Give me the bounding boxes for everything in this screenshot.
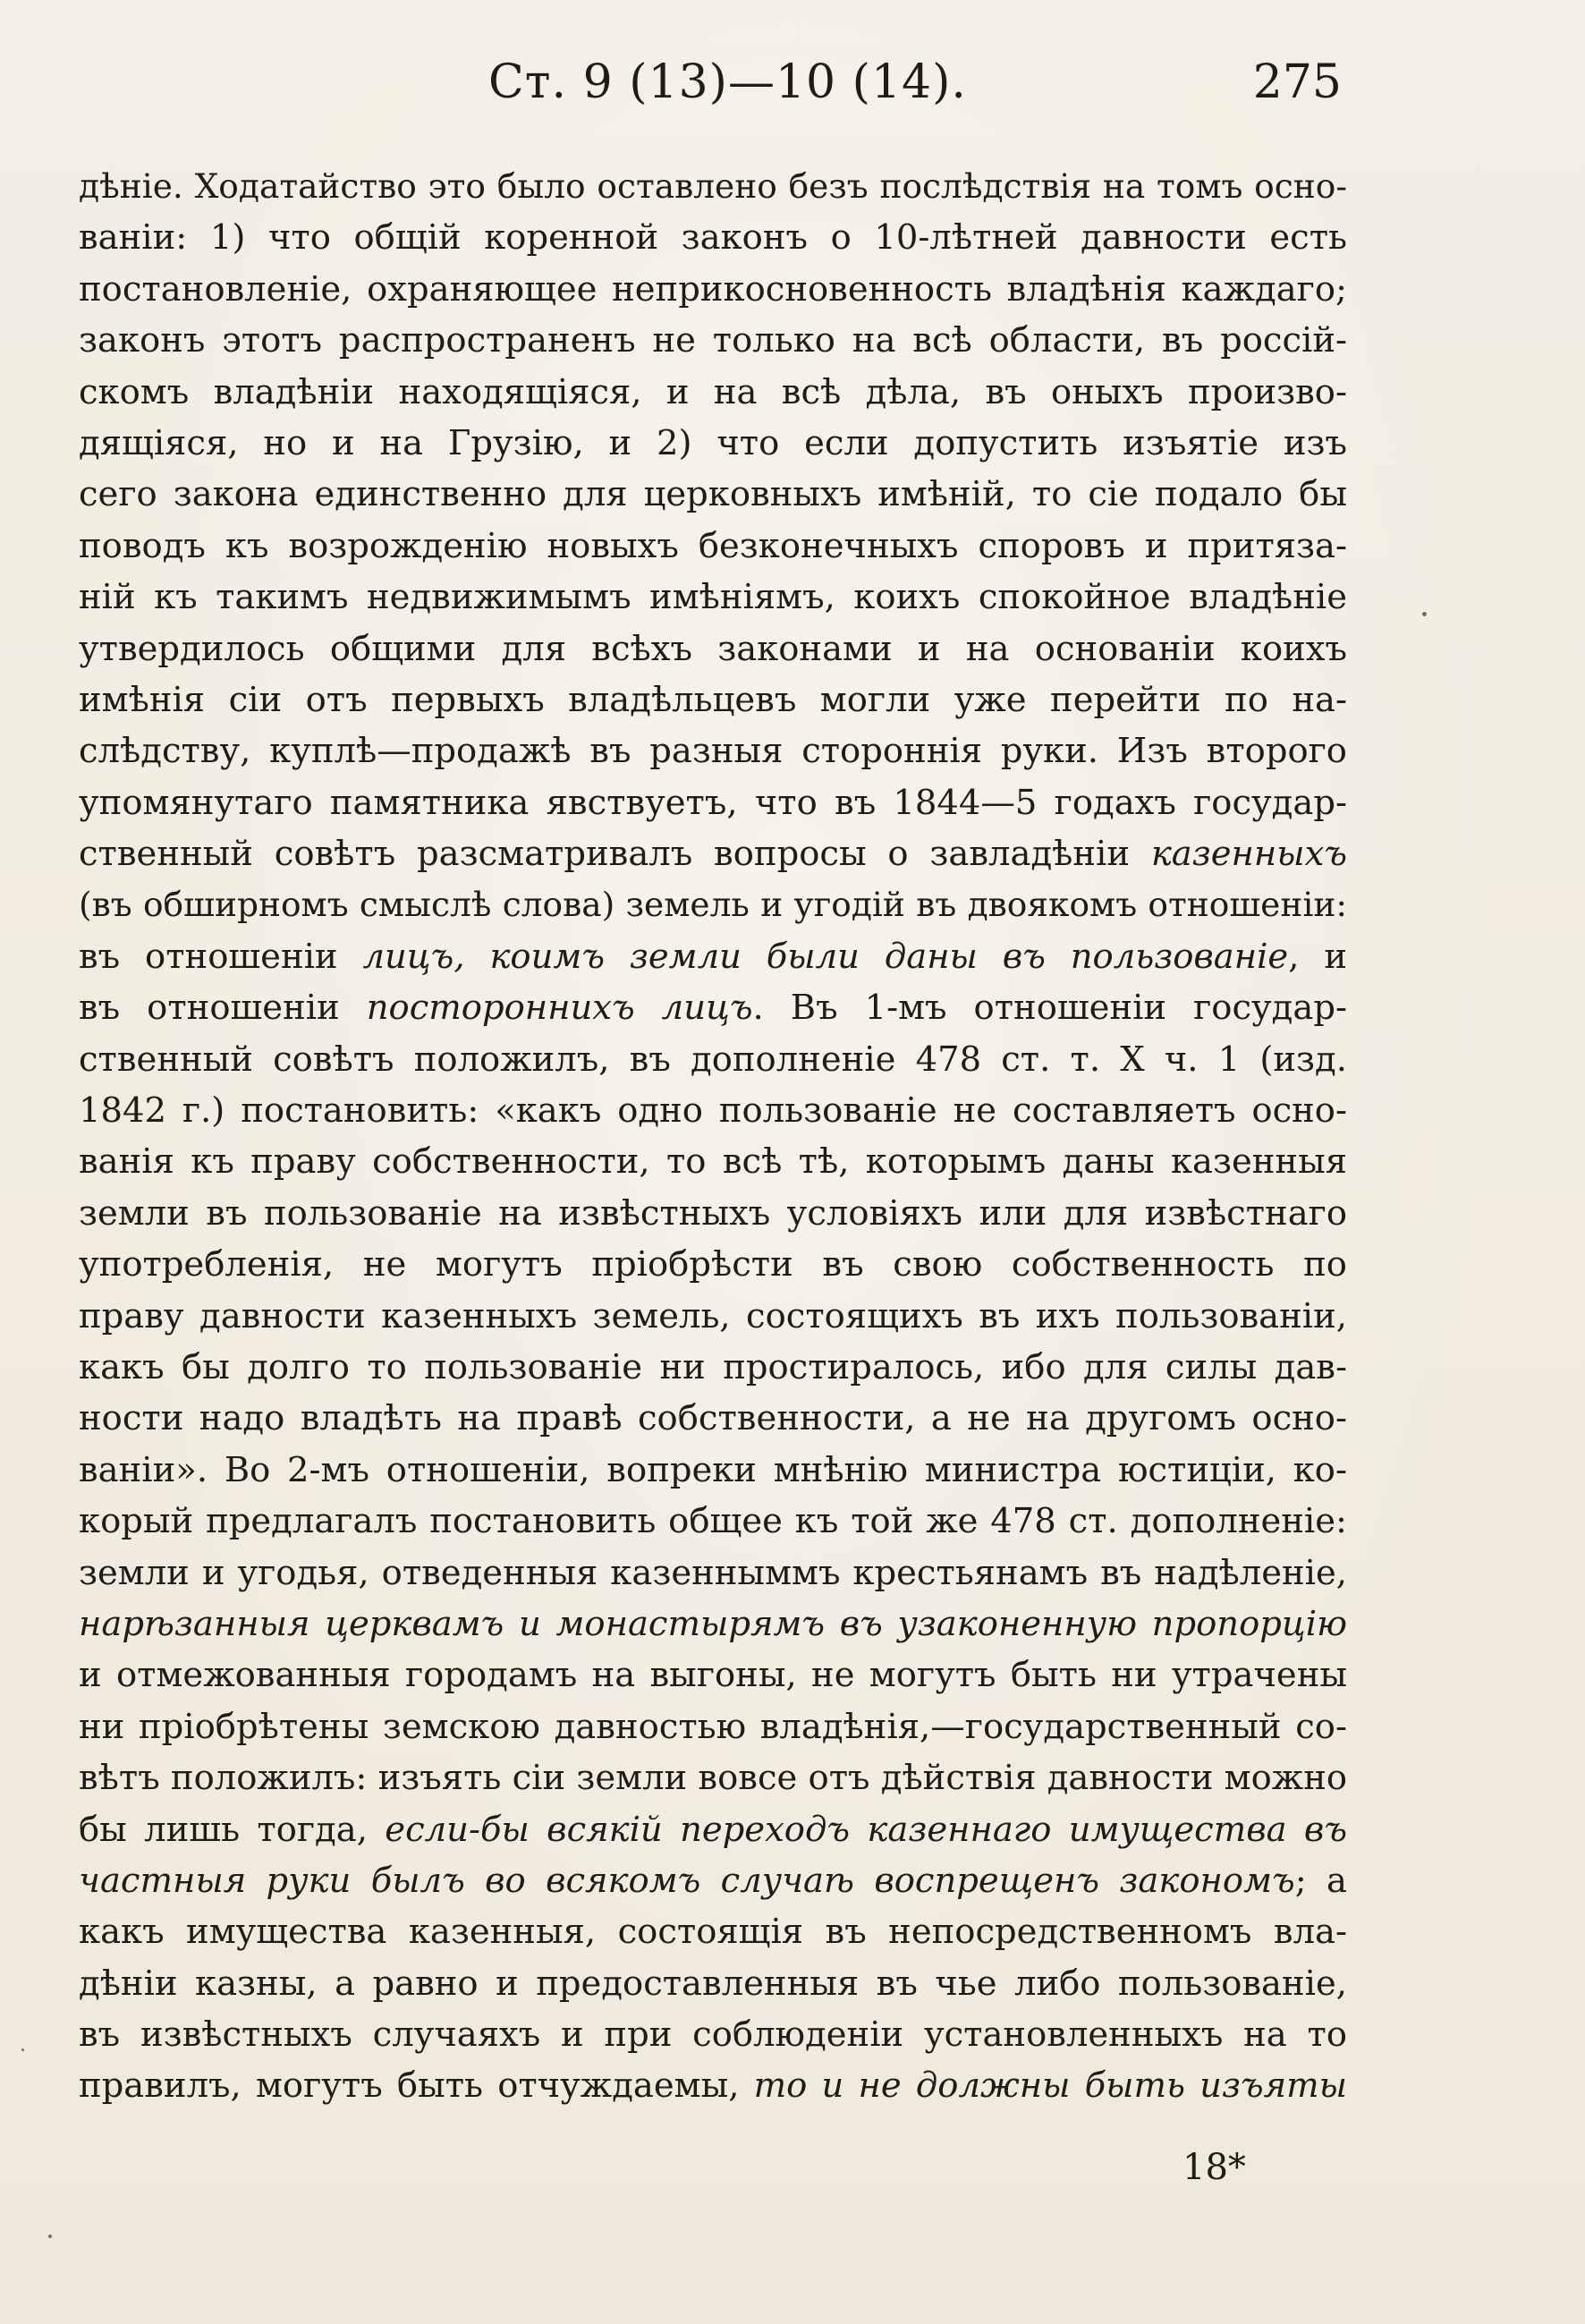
paper-speck bbox=[48, 2235, 52, 2238]
text-segment: земли и угодья, отведенныя казенныммъ крестьянамъ въ надѣленіе, bbox=[79, 1552, 1347, 1593]
text-segment: дѣніи казны, а равно и предоставленныя въ чье либо пользованіе, bbox=[79, 1963, 1347, 2004]
text-line bbox=[79, 1804, 1347, 1855]
text-line bbox=[79, 1958, 1347, 2009]
text-line bbox=[79, 264, 1347, 315]
text-line bbox=[79, 1906, 1347, 1957]
text-segment: законъ этотъ распространенъ не только на всѣ области, въ россій- bbox=[79, 320, 1347, 361]
text-segment: ности надо владѣть на правѣ собственности, а не на другомъ осно- bbox=[79, 1398, 1347, 1439]
text-segment: дящіяся, но и на Грузію, и 2) что если допустить изъятіе изъ bbox=[79, 422, 1347, 463]
text-line bbox=[79, 1239, 1347, 1290]
emphasis-text: постороннихъ лицъ bbox=[366, 988, 753, 1029]
text-line bbox=[79, 1136, 1347, 1187]
page-number: 275 bbox=[1252, 55, 1342, 109]
emphasis-text: если-бы всякій переходъ казеннаго имущества въ bbox=[385, 1809, 1347, 1850]
text-segment: сего закона единственно для церковныхъ имѣній, то сіе подало бы bbox=[79, 474, 1347, 515]
emphasis-text: казенныхъ bbox=[1150, 834, 1347, 875]
text-segment: какъ имущества казенныя, состоящія въ непосредственномъ вла- bbox=[79, 1912, 1347, 1953]
emphasis-text: частныя руки былъ во всякомъ случаѣ воспрещенъ закономъ bbox=[79, 1860, 1295, 1901]
text-line bbox=[79, 521, 1347, 572]
text-line bbox=[79, 777, 1347, 828]
text-segment: бы лишь тогда, bbox=[79, 1809, 386, 1850]
text-line bbox=[79, 931, 1347, 982]
text-line bbox=[79, 212, 1347, 263]
text-line bbox=[79, 1291, 1347, 1342]
text-line bbox=[79, 623, 1347, 674]
emphasis-text: нарѣзанныя церквамъ и монастырямъ въ узаконенную пропорцію bbox=[79, 1603, 1347, 1644]
text-segment: скомъ владѣніи находящіяся, и на всѣ дѣла, въ оныхъ произво- bbox=[79, 371, 1347, 412]
page-header bbox=[0, 55, 1585, 127]
text-segment: ственный совѣтъ разсматривалъ вопросы о завладѣніи bbox=[79, 834, 1151, 875]
paper-speck bbox=[21, 2048, 24, 2051]
text-segment: употребленія, не могутъ пріобрѣсти въ свою собственность по bbox=[79, 1244, 1347, 1285]
text-segment: земли въ пользованіе на извѣстныхъ условіяхъ или для извѣстнаго bbox=[79, 1192, 1347, 1234]
text-line bbox=[79, 1393, 1347, 1444]
text-segment: дѣніе. Ходатайство это было оставлено безъ послѣдствія на томъ осно- bbox=[79, 166, 1347, 206]
text-segment: ; а bbox=[1294, 1860, 1347, 1901]
text-line bbox=[79, 1548, 1347, 1599]
text-segment: (въ обширномъ смыслѣ слова) земель и угодій въ двоякомъ отношеніи: bbox=[79, 885, 1347, 925]
text-line bbox=[79, 879, 1347, 930]
text-line bbox=[79, 982, 1347, 1033]
text-segment: въ отношеніи bbox=[79, 988, 367, 1029]
text-line bbox=[79, 1599, 1347, 1650]
text-segment: слѣдству, куплѣ—продажѣ въ разныя стороннія руки. Изъ второго bbox=[79, 731, 1347, 772]
text-line bbox=[79, 1085, 1347, 1136]
emphasis-text: то и не должны быть изъяты bbox=[753, 2065, 1347, 2107]
text-line bbox=[79, 1701, 1347, 1752]
text-segment: ній къ такимъ недвижимымъ имѣніямъ, коихъ спокойное владѣніе bbox=[79, 577, 1347, 618]
text-segment: корый предлагалъ постановить общее къ той же 478 ст. дополненіе: bbox=[79, 1501, 1347, 1542]
text-segment: ственный совѣтъ положилъ, въ дополненіе 478 ст. т. X ч. 1 (изд. bbox=[79, 1039, 1347, 1080]
text-segment: постановленіе, охраняющее неприкосновенность владѣнія каждаго; bbox=[79, 268, 1347, 310]
text-segment: имѣнія сіи отъ первыхъ владѣльцевъ могли уже перейти по на- bbox=[79, 679, 1347, 720]
text-segment: . Въ 1-мъ отношеніи государ- bbox=[752, 988, 1347, 1029]
text-line bbox=[79, 2009, 1347, 2060]
text-line bbox=[79, 828, 1347, 879]
text-line bbox=[79, 315, 1347, 366]
text-segment: праву давности казенныхъ земель, состоящихъ въ ихъ пользованіи, bbox=[79, 1295, 1347, 1336]
text-line bbox=[79, 1445, 1347, 1496]
text-line bbox=[79, 1342, 1347, 1393]
text-segment: какъ бы долго то пользованіе ни простиралось, ибо для силы дав- bbox=[79, 1346, 1347, 1387]
text-segment: въ отношеніи bbox=[79, 936, 363, 977]
text-line bbox=[79, 572, 1347, 623]
text-line bbox=[79, 2060, 1347, 2111]
body-text bbox=[79, 161, 1347, 2112]
text-line bbox=[79, 1496, 1347, 1547]
text-line bbox=[79, 1752, 1347, 1803]
text-line bbox=[79, 1188, 1347, 1239]
text-line bbox=[79, 367, 1347, 418]
text-segment: ваніи: 1) что общій коренной законъ о 10-лѣтней давности есть bbox=[79, 217, 1347, 259]
text-segment: утвердилось общими для всѣхъ законами и на основаніи коихъ bbox=[79, 628, 1347, 669]
text-segment: и отмежованныя городамъ на выгоны, не могутъ быть ни утрачены bbox=[79, 1655, 1347, 1696]
text-line bbox=[79, 469, 1347, 520]
text-line bbox=[79, 161, 1347, 212]
text-segment: поводъ къ возрожденію новыхъ безконечныхъ споровъ и притяза- bbox=[79, 525, 1347, 566]
text-segment: ваніи». Во 2-мъ отношеніи, вопреки мнѣнію министра юстиціи, ко- bbox=[79, 1449, 1347, 1490]
text-line bbox=[79, 1034, 1347, 1085]
text-segment: вѣтъ положилъ: изъять сіи земли вовсе отъ дѣйствія давности можно bbox=[79, 1758, 1347, 1799]
text-line bbox=[79, 1855, 1347, 1906]
text-segment: ванія къ праву собственности, то всѣ тѣ, которымъ даны казенныя bbox=[79, 1141, 1347, 1183]
running-title: Ст. 9 (13)—10 (14). bbox=[488, 55, 967, 109]
paper-speck bbox=[1422, 612, 1427, 616]
text-line bbox=[79, 725, 1347, 776]
text-line bbox=[79, 418, 1347, 469]
emphasis-text: лицъ, коимъ земли были даны въ пользованіе bbox=[362, 936, 1289, 977]
text-segment: 1842 г.) постановить: «какъ одно пользованіе не составляетъ осно- bbox=[79, 1090, 1347, 1132]
text-segment: упомянутаго памятника явствуетъ, что въ 1844—5 годахъ государ- bbox=[79, 782, 1347, 823]
text-segment: правилъ, могутъ быть отчуждаемы, bbox=[79, 2065, 754, 2107]
text-segment: ни пріобрѣтены земскою давностью владѣнія,—государственный со- bbox=[79, 1706, 1347, 1747]
text-segment: въ извѣстныхъ случаяхъ и при соблюденіи установленныхъ на то bbox=[79, 2014, 1347, 2056]
text-segment: , и bbox=[1288, 936, 1347, 977]
text-line bbox=[79, 674, 1347, 725]
signature-mark: 18* bbox=[1182, 2147, 1246, 2188]
text-line bbox=[79, 1650, 1347, 1701]
